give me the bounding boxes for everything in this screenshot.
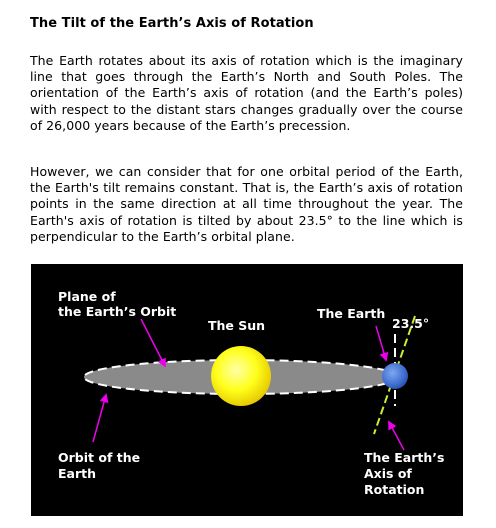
orbit-label-line1: Orbit of the <box>58 450 141 465</box>
intro-paragraph: The Earth rotates about its axis of rotation which is the imaginary line that goes through the Earth’s North and South Poles. The orientation of the Earth’s axis of rotation (and the Earth’s poles) with respect to the distant stars changes gradually over the course of 26,000 years because of the Earth’s precession. <box>30 53 463 133</box>
axis-pointer-arrow <box>389 422 404 450</box>
orbit-label-line2: Earth <box>58 466 97 481</box>
plane-label-line1: Plane of <box>58 289 116 304</box>
plane-label-line2: the Earth’s Orbit <box>58 304 177 319</box>
sun-icon <box>211 346 271 406</box>
sun-label: The Sun <box>208 318 266 333</box>
axis-label-line3: Rotation <box>364 482 425 497</box>
article-title: The Tilt of the Earth’s Axis of Rotation <box>30 16 314 31</box>
diagram-canvas <box>31 264 463 516</box>
plane-pointer-arrow <box>141 319 165 366</box>
tilt-angle-label: 23.5° <box>392 316 430 331</box>
earth-orbit-diagram <box>31 264 463 516</box>
axis-label-line1: The Earth’s <box>364 450 445 465</box>
earth-label: The Earth <box>317 306 386 321</box>
tilt-paragraph: However, we can consider that for one orbital period of the Earth, the Earth's tilt remains constant. That is, the Earth’s axis of rotation points in the same direction at all time throughout the year. The Earth's axis of rotation is tilted by about 23.5° to the line which is perpendicular to the Earth’s orbital plane. <box>30 164 463 244</box>
earth-pointer-arrow <box>376 326 386 360</box>
axis-label-line2: Axis of <box>364 466 412 481</box>
earth-icon <box>382 363 408 389</box>
orbit-pointer-arrow <box>93 395 106 442</box>
